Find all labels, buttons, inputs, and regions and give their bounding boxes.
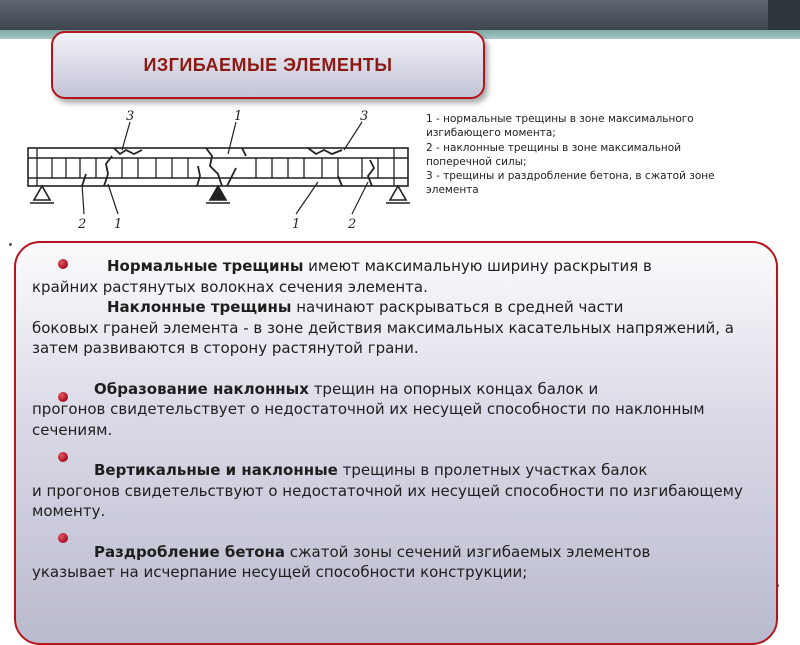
paragraph-continuation: и прогонов свидетельствуют о недостаточной их несущей способности по изгибающему моменту.: [32, 481, 743, 520]
paragraph-rest: трещин на опорных концах балок и: [308, 379, 599, 398]
diagram-label: 1: [292, 217, 301, 232]
beam-crack-diagram: [22, 104, 417, 234]
diagram-legend: [426, 112, 786, 198]
paragraph-continuation: прогонов свидетельствует о недостаточной их несущей способности по наклонным сечениям.: [32, 400, 705, 439]
paragraph-lead: Нормальные трещины: [107, 257, 304, 275]
paragraph-lead: Наклонные трещины: [107, 298, 292, 316]
supports: [30, 186, 410, 203]
paragraph-formation: [32, 379, 772, 441]
paragraph-rest: сжатой зоны сечений изгибаемых элементов: [285, 542, 651, 561]
diagram-label: 2: [78, 217, 87, 232]
paragraph-continuation: крайних растянутых волокнах сечения элемента.: [32, 277, 428, 296]
paragraph-inclined-cracks: [32, 297, 772, 359]
legend-item: 1 - нормальные трещины в зоне максимального изгибающего момента;: [426, 113, 694, 140]
paragraph-rest: имеют максимальную ширину раскрытия в: [303, 257, 652, 275]
top-bar: [0, 0, 800, 30]
top-bar-corner: [768, 0, 800, 30]
paragraph-lead: Вертикальные и наклонные: [94, 461, 338, 479]
diagram-label: 2: [348, 217, 357, 232]
paragraph-continuation: боковых граней элемента - в зоне действия максимальных касательных напряжений, а затем развиваются в сторону растянутой грани.: [32, 318, 734, 357]
decor-dot: [9, 243, 12, 246]
diagram-label: 1: [234, 109, 243, 124]
paragraph-normal-cracks: [32, 256, 772, 297]
paragraph-lead: Раздробление бетона: [94, 542, 286, 561]
paragraph-continuation: указывает на исчерпание несущей способности конструкции;: [32, 563, 528, 581]
page-title: ИЗГИБАЕМЫЕ ЭЛЕМЕНТЫ: [143, 54, 393, 75]
legend-item: 2 - наклонные трещины в зоне максимальной поперечной силы;: [426, 141, 682, 168]
beam-outline: [28, 148, 408, 186]
title-box: [51, 31, 485, 99]
diagram-label: 3: [360, 109, 369, 124]
diagram-label: 1: [114, 217, 123, 232]
legend-item: 3 - трещины и раздробление бетона, в сжатой зоне элемента: [426, 170, 715, 197]
diagram-label: 3: [126, 109, 135, 124]
paragraph-vertical: [32, 460, 772, 522]
paragraph-crushing: [32, 542, 772, 583]
content-text: [32, 256, 772, 583]
paragraph-rest: трещины в пролетных участках балок: [337, 461, 648, 479]
paragraph-rest: начинают раскрываться в средней части: [291, 298, 624, 316]
paragraph-lead: Образование наклонных: [94, 379, 309, 398]
